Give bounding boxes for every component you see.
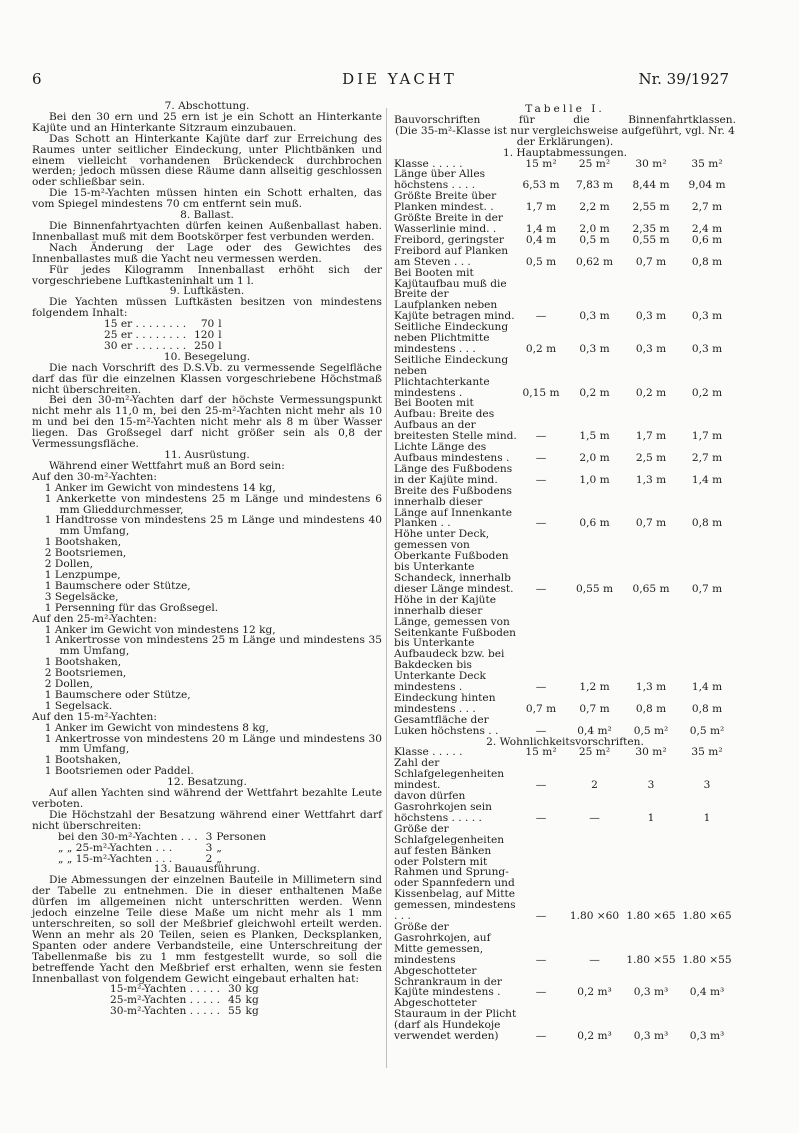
table-cell: kg: [245, 1005, 259, 1018]
row-label: Freibord auf Planken am Steven . . .: [394, 244, 509, 268]
value-cell: 1.80 ×65: [626, 910, 676, 923]
right-column: [394, 104, 736, 1042]
list-item: 3 Segelsäcke,: [44, 590, 119, 603]
table-header-cell: 15 m²: [525, 157, 557, 170]
list-item: 2 Bootsriemen,: [44, 547, 127, 560]
table-header-cell: 15 m²: [525, 746, 557, 759]
value-cell: 2,4 m: [691, 222, 723, 235]
value-cell: —: [535, 452, 547, 464]
value-cell: 0,3 m³: [633, 1030, 669, 1043]
value-cell: 0,2 m³: [577, 1030, 612, 1043]
value-cell: 1.80 ×65: [682, 910, 732, 923]
value-cell: 0,4 m²: [577, 724, 612, 737]
value-cell: 0,3 m: [691, 310, 723, 323]
paragraph: Die Yachten müssen Luftkästen besitzen von mindestens folgendem Inhalt:: [32, 296, 382, 320]
table-cell: 30: [228, 983, 242, 996]
value-cell: 2: [591, 779, 598, 792]
table-row: [394, 268, 736, 323]
value-cell: 2,55 m: [632, 201, 670, 214]
value-cell: —: [589, 953, 600, 966]
paragraph: Die Höchstzahl der Besatzung während einer Wettfahrt darf nicht überschreiten:: [32, 808, 382, 832]
list-item: 1 Bootsriemen oder Paddel.: [44, 765, 194, 778]
value-cell: 2,7 m: [691, 201, 723, 214]
value-cell: —: [535, 473, 547, 486]
list-item: 1 Baumschere oder Stütze,: [44, 579, 191, 592]
value-cell: 0,7 m: [525, 702, 557, 715]
table-cell: „ „ 15-m²-Yachten . . .: [58, 852, 173, 865]
value-cell: 0,3 m³: [689, 1030, 725, 1043]
list-item: 1 Baumschere oder Stütze,: [44, 688, 191, 701]
table-row: [110, 1006, 259, 1017]
table-row: [394, 791, 736, 824]
row-label: Größte Breite über Planken mindest. .: [394, 190, 497, 214]
table-cell: 2: [205, 852, 213, 865]
row-label: Gesamtfläche der Luken höchstens . .: [394, 713, 499, 737]
section-heading: 7. Abschottung.: [164, 100, 250, 112]
table-cell: 55: [228, 1005, 242, 1018]
paragraph: Nach Änderung der Lage oder des Gewichtes des Innenballastes muß die Yacht neu vermessen werden.: [32, 241, 382, 265]
value-cell: 1: [703, 811, 711, 824]
table-header-cell: 25 m²: [578, 157, 611, 170]
table-header-cell: 35 m²: [691, 157, 723, 170]
value-cell: 0,5 m²: [633, 724, 669, 737]
value-cell: 0,3 m³: [633, 986, 669, 999]
value-cell: 0,2 m: [635, 386, 667, 399]
value-cell: —: [535, 681, 547, 694]
paragraph: Die Binnenfahrtyachten dürfen keinen Außenballast haben. Innenballast muß mit dem Bootskörper fest verbunden werden.: [32, 219, 382, 243]
value-cell: 0,8 m: [635, 702, 667, 715]
list-item: 2 Dollen,: [44, 558, 93, 571]
air-box-table: [104, 319, 222, 352]
value-cell: 1,7 m: [635, 430, 667, 443]
row-label: Freibord, geringster: [394, 233, 504, 246]
row-label: Größe der Gasrohrkojen, auf Mitte gemessen, mindestens: [394, 920, 491, 966]
row-label: Länge des Fußbodens in der Kajüte mind.: [394, 462, 513, 486]
value-cell: —: [535, 910, 547, 923]
table-header-cell: Klasse . . . . .: [394, 746, 463, 759]
list-item: 1 Anker im Gewicht von mindestens 8 kg,: [44, 721, 269, 734]
crew-table: [58, 832, 266, 865]
table-row: [394, 213, 736, 235]
equipment-group-label: Auf den 25-m²-Yachten:: [32, 612, 157, 625]
paragraph: Das Schott an Hinterkante Kajüte darf zur Erreichung des Raumes unter seitlicher Eindeckung, unter Plichtbänken und einem vielleicht vorhandenen Brückendeck durchbrochen werden; jedoch müssen diese Räume dann allseitig geschlossen oder schließbar sein.: [32, 132, 382, 189]
value-cell: —: [535, 1030, 547, 1043]
value-cell: 0,5 m²: [689, 724, 725, 737]
value-cell: 0,62 m: [575, 255, 613, 268]
table-title: Tabelle I.: [525, 103, 605, 115]
value-cell: 2,5 m: [635, 452, 667, 464]
table-header-cell: 35 m²: [691, 746, 723, 759]
value-cell: 1,7 m: [691, 430, 723, 443]
row-label: Lichte Länge des Aufbaus mindestens .: [394, 441, 510, 464]
table-cell: 45: [228, 994, 242, 1007]
list-item: 1 Handtrosse von mindestens 25 m Länge und mindestens 40 mm Umfang,: [44, 514, 382, 538]
table-header-cell: 30 m²: [635, 746, 667, 759]
value-cell: 0,8 m: [691, 517, 723, 530]
value-cell: 7,83 m: [575, 179, 613, 192]
habitability-table: [394, 747, 736, 1041]
row-label: Seitliche Eindeckung neben Plichtmitte mindestens . . .: [394, 321, 509, 355]
section-heading: 12. Besatzung.: [167, 776, 247, 789]
table-row: [394, 758, 736, 791]
paragraph: Für jedes Kilogramm Innenballast erhöht sich der vorgeschriebene Luftkasteninhalt um 1 l.: [32, 263, 382, 287]
row-label: Größte Breite in der Wasserlinie mind. .: [394, 212, 503, 235]
value-cell: 2,0 m: [579, 452, 610, 464]
table-note: (Die 35-m²-Klasse ist nur vergleichsweise aufgeführt, vgl. Nr. 4 der Erklärungen).: [395, 124, 735, 148]
row-label: Abgeschotteter Schrankraum in der Kajüte mindestens .: [394, 964, 502, 999]
table-row: [394, 464, 736, 486]
value-cell: 1.80 ×55: [682, 953, 732, 966]
paragraph: Die nach Vorschrift des D.S.Vb. zu vermessende Segelfläche darf das für die einzelnen Klassen vorgeschriebene Höchstmaß nicht überschreiten.: [32, 361, 382, 396]
value-cell: 0,8 m: [691, 702, 723, 715]
value-cell: 0,7 m: [691, 582, 723, 595]
value-cell: 1,4 m: [525, 222, 557, 235]
value-cell: 3: [647, 779, 655, 792]
list-item: 1 Bootshaken,: [44, 656, 122, 669]
page-number: 6: [32, 70, 42, 88]
list-item: 1 Ankertrosse von mindestens 20 m Länge und mindestens 30 mm Umfang,: [44, 732, 382, 756]
magazine-title: DIE YACHT: [342, 70, 457, 88]
table-cell: 25-m²-Yachten . . . . .: [110, 994, 221, 1007]
row-label: Höhe unter Deck, gemessen von Oberkante Fußboden bis Unterkante Schandeck, innerhalb dieser Länge mindest.: [394, 528, 514, 595]
table-cell: 250: [194, 339, 215, 352]
table-cell: „ „ 25-m²-Yachten . . .: [58, 841, 173, 854]
value-cell: 0,3 m: [635, 310, 667, 323]
table-cell: 3: [205, 841, 213, 854]
value-cell: 0,55 m: [575, 582, 613, 595]
row-label: Höhe in der Kajüte innerhalb dieser Länge, gemessen von Seitenkante Fußboden bis Unterkante Aufbaudeck bzw. bei Bakdecken bis Unterkante Deck mindestens .: [394, 593, 516, 694]
value-cell: 1,4 m: [691, 473, 723, 486]
table-cell: 30 er . . . . . . . .: [104, 339, 187, 352]
list-item: 1 Lenzpumpe,: [44, 568, 121, 581]
value-cell: —: [535, 517, 547, 530]
section-heading: 13. Bauausführung.: [153, 863, 261, 876]
table-row: [394, 693, 736, 715]
table-cell: „: [216, 852, 222, 865]
list-item: 1 Bootshaken,: [44, 754, 122, 767]
left-column: [32, 101, 382, 1017]
table-cell: 70: [200, 318, 215, 331]
table-row: [394, 529, 736, 594]
paragraph: Die Abmessungen der einzelnen Bauteile in Millimetern sind der Tabelle zu entnehmen. Die in dieser enthaltenen Maße dürfen im allgemeinen nicht unterschritten werden. Wenn jedoch einzelne Teile diese Maße um nicht mehr als 1 mm unterschreiten, so soll der Meßbrief gleichwohl erteilt werden. Wenn an mehr als 20 Teilen, seien es Planken, Decksplanken, Spanten oder andere Verbandsteile, eine Unterschreitung der Tabellenmaße bis zu 1 mm festgestellt wurde, so soll die betreffende Yacht den Meßbrief erst erhalten, wenn sie festen Innenballast von folgendem Gewicht eingebaut erhalten hat:: [32, 874, 382, 985]
table-cell: 25 er . . . . . . . .: [104, 329, 187, 342]
section-heading: 10. Besegelung.: [163, 350, 251, 363]
value-cell: 0,3 m: [635, 342, 667, 355]
paragraph: Auf allen Yachten sind während der Wettfahrt bezahlte Leute verboten.: [32, 787, 382, 810]
table-cell: „: [216, 841, 222, 854]
row-label: Bei Booten mit Aufbau: Breite des Aufbaus an der breitesten Stelle mind.: [394, 397, 517, 443]
row-label: Länge über Alles höchstens . . . .: [394, 168, 486, 192]
table-row: [394, 595, 736, 693]
value-cell: 0,2 m³: [577, 986, 612, 999]
value-cell: 0,3 m: [579, 310, 610, 323]
table-row: [394, 355, 736, 399]
table-row: [394, 442, 736, 464]
list-item: 1 Anker im Gewicht von mindestens 14 kg,: [44, 481, 276, 494]
value-cell: 0,5 m: [525, 255, 557, 268]
value-cell: 9,04 m: [688, 179, 726, 192]
value-cell: 1,5 m: [579, 430, 610, 443]
value-cell: 0,6 m: [579, 517, 610, 530]
list-item: 1 Ankerkette von mindestens 25 m Länge und mindestens 6 mm Glieddurchmesser,: [44, 492, 382, 516]
value-cell: 0,2 m: [579, 386, 610, 399]
value-cell: —: [535, 779, 547, 792]
section-heading: 8. Ballast.: [180, 209, 234, 222]
section-heading: 9. Luftkästen.: [169, 285, 245, 298]
table-cell: l: [218, 339, 222, 352]
table-row: [394, 486, 736, 530]
row-label: Größe der Schlafgelegenheiten auf festen Bänken oder Polstern mit Rahmen und Sprung- oder Spannfedern und Kissenbelag, auf Mitte gemessen, mindestens . . .: [394, 822, 516, 923]
table-header-cell: 30 m²: [635, 157, 667, 170]
value-cell: 2,0 m: [579, 222, 610, 235]
value-cell: 0,7 m: [635, 255, 667, 268]
value-cell: 2,2 m: [579, 201, 610, 214]
paragraph: Bei den 30 ern und 25 ern ist je ein Schott an Hinterkante Kajüte und an Hinterkante Sitzraum einzubauen.: [32, 110, 382, 134]
value-cell: 0,65 m: [632, 582, 670, 595]
row-label: Seitliche Eindeckung neben Plichtachterkante mindestens .: [394, 353, 509, 399]
ballast-table: [110, 984, 259, 1017]
value-cell: 0,15 m: [522, 386, 560, 399]
value-cell: 1,0 m: [579, 473, 610, 486]
value-cell: 0,3 m: [691, 342, 723, 355]
row-label: Bei Booten mit Kajütaufbau muß die Breite der Laufplanken neben Kajüte betragen mind.: [394, 266, 515, 323]
value-cell: 6,53 m: [522, 179, 560, 192]
table-header-cell: Klasse . . . . .: [394, 157, 463, 170]
value-cell: —: [535, 953, 547, 966]
table-cell: 30-m²-Yachten . . . . .: [110, 1005, 221, 1018]
value-cell: 0,4 m: [525, 233, 557, 246]
list-item: 1 Anker im Gewicht von mindestens 12 kg,: [44, 623, 276, 636]
table-section-title: 2. Wohnlichkeitsvorschriften.: [486, 735, 644, 748]
row-label: Zahl der Schlafgelegenheiten mindest.: [394, 757, 505, 792]
value-cell: 0,5 m: [579, 233, 610, 246]
list-item: 1 Bootshaken,: [44, 536, 122, 549]
column-separator: [386, 108, 387, 1068]
value-cell: 1.80 ×60: [569, 910, 620, 923]
value-cell: —: [535, 430, 547, 443]
list-item: 1 Persenning für das Großsegel.: [44, 601, 219, 614]
list-item: 1 Ankertrosse von mindestens 25 m Länge und mindestens 35 mm Umfang,: [44, 634, 382, 658]
table-row: [394, 169, 736, 191]
value-cell: 1,2 m: [579, 681, 610, 694]
value-cell: —: [535, 986, 547, 999]
value-cell: 0,4 m³: [689, 986, 725, 999]
value-cell: 0,8 m: [691, 255, 723, 268]
table-header-cell: 25 m²: [578, 746, 611, 759]
value-cell: 1,4 m: [691, 681, 723, 694]
table-row: [394, 998, 736, 1042]
table-cell: Personen: [216, 830, 267, 843]
value-cell: —: [535, 582, 547, 595]
value-cell: 1: [647, 811, 655, 824]
table-row: [394, 922, 736, 966]
value-cell: —: [535, 724, 547, 737]
value-cell: —: [535, 811, 547, 824]
table-cell: 3: [205, 830, 213, 843]
table-row: [394, 824, 736, 922]
section-heading: 11. Ausrüstung.: [164, 449, 250, 461]
value-cell: 2,35 m: [632, 222, 670, 235]
equipment-group-label: Auf den 15-m²-Yachten:: [32, 710, 157, 723]
table-row: [394, 246, 736, 268]
paragraph: Die 15-m²-Yachten müssen hinten ein Schott erhalten, das vom Spiegel mindestens 70 cm entfernt sein muß.: [32, 187, 382, 211]
value-cell: 0,6 m: [691, 233, 723, 246]
value-cell: —: [535, 310, 547, 323]
table-row: [394, 398, 736, 442]
value-cell: 2,7 m: [691, 452, 723, 464]
table-header-row: [394, 747, 736, 758]
table-subtitle: Bauvorschriften für die Binnenfahrtklassen.: [394, 113, 736, 126]
value-cell: —: [589, 811, 600, 824]
table-row: [394, 191, 736, 213]
value-cell: 1,3 m: [635, 681, 667, 694]
equipment-group-label: Auf den 30-m²-Yachten:: [32, 470, 157, 483]
paragraph: Bei den 30-m²-Yachten darf der höchste Vermessungspunkt nicht mehr als 11,0 m, bei den 25-m²-Yachten nicht mehr als 10 m und bei den 15-m²-Yachten nicht mehr als 8 m über Wasser liegen. Das Großsegel darf nicht größer sein als 0,8 der Vermessungsfläche.: [32, 394, 382, 451]
value-cell: 8,44 m: [632, 179, 670, 192]
table-row: [58, 832, 266, 843]
paragraph: Während einer Wettfahrt muß an Bord sein:: [48, 459, 285, 472]
row-label: Eindeckung hinten mindestens . . .: [394, 691, 496, 715]
table-cell: 120: [194, 329, 215, 342]
table-row: [394, 715, 736, 737]
row-label: Breite des Fußbodens innerhalb dieser Länge auf Innenkante Planken . .: [394, 484, 513, 530]
value-cell: 0,2 m: [691, 386, 723, 399]
row-label: davon dürfen Gasrohrkojen sein höchstens . . . . .: [394, 790, 493, 824]
table-cell: kg: [245, 994, 259, 1007]
row-label: Abgeschotteter Stauraum in der Plicht (darf als Hundekoje verwendet werden): [394, 997, 517, 1043]
table-section-title: 1. Hauptabmessungen.: [502, 146, 628, 159]
table-row: [394, 322, 736, 355]
value-cell: 1,3 m: [635, 473, 667, 486]
value-cell: 1.80 ×55: [626, 953, 676, 966]
value-cell: 0,3 m: [579, 342, 610, 355]
value-cell: 1,7 m: [525, 201, 557, 214]
value-cell: 3: [703, 779, 711, 792]
table-cell: l: [218, 329, 222, 342]
table-cell: l: [218, 318, 222, 331]
table-cell: 15 er . . . . . . . .: [104, 318, 187, 331]
table-cell: 15-m²-Yachten . . . . .: [110, 983, 221, 996]
main-dimensions-table: [394, 159, 736, 737]
table-cell: kg: [245, 983, 259, 996]
value-cell: 0,55 m: [632, 233, 670, 246]
value-cell: 0,7 m: [635, 517, 667, 530]
list-item: 2 Bootsriemen,: [44, 667, 127, 680]
table-row: [58, 843, 266, 854]
table-cell: bei den 30-m²-Yachten . . .: [58, 830, 198, 843]
list-item: 1 Segelsack.: [44, 699, 113, 712]
value-cell: 0,7 m: [579, 702, 610, 715]
table-row: [394, 966, 736, 999]
value-cell: 0,2 m: [525, 342, 557, 355]
list-item: 2 Dollen,: [44, 678, 93, 691]
issue-number: Nr. 39/1927: [638, 70, 729, 88]
